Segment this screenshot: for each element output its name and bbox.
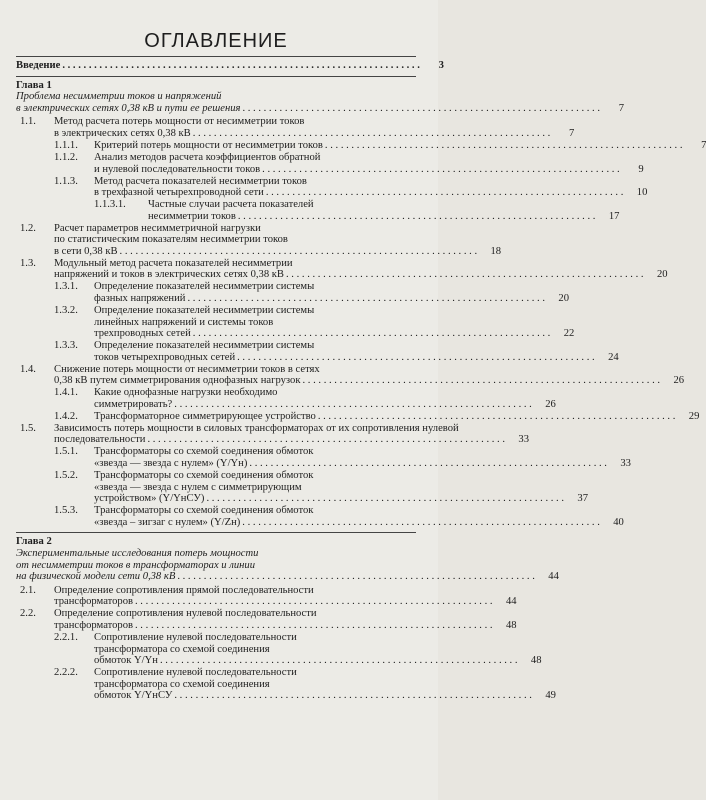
entry-page: 26 xyxy=(673,375,685,387)
chapter-2-page: 44 xyxy=(548,571,559,583)
entry-number: 1.3.1. xyxy=(54,281,78,293)
chapter-2-subtitle-line: на физической модели сети 0,38 кВ xyxy=(16,571,176,583)
entry-text-line: Снижение потерь мощности от несимметрии токов в сетях xyxy=(54,363,320,375)
toc-entry[interactable] xyxy=(16,446,631,470)
entry-text-line: по статистическим показателям несимметрии токов xyxy=(54,234,288,246)
entry-page: 33 xyxy=(620,458,631,470)
toc-entry[interactable] xyxy=(16,363,685,387)
entry-text-line: фазных напряжений xyxy=(94,293,186,305)
chapter-1-subtitle-line: Проблема несимметрии токов и напряжений xyxy=(16,91,222,103)
toc-entry[interactable] xyxy=(16,340,619,363)
entry-text-line: «звезда — звезда с нулем с симметрирующим xyxy=(94,481,302,493)
toc-entry[interactable] xyxy=(16,387,556,410)
entry-text-line: симметрировать? xyxy=(94,398,173,410)
toc-entry[interactable] xyxy=(16,505,624,528)
entry-page: 33 xyxy=(518,434,529,446)
entry-number: 1.4.1. xyxy=(54,387,78,399)
entry-text-line: 0,38 кВ путем симметрирования однофазных нагрузок xyxy=(54,375,301,387)
entry-number: 2.2. xyxy=(20,608,36,620)
toc-intro[interactable] xyxy=(16,60,444,72)
leader-dots xyxy=(193,128,551,140)
entry-number: 1.1. xyxy=(20,116,36,128)
leader-dots xyxy=(135,596,493,608)
entry-number: 1.4.2. xyxy=(54,410,78,422)
toc-entry[interactable] xyxy=(16,281,569,305)
entry-page: 44 xyxy=(505,596,517,608)
intro-label: Введение xyxy=(16,60,61,71)
toc-entry[interactable] xyxy=(16,139,706,152)
leader-dots xyxy=(249,458,607,470)
entry-text-line: Определение показателей несимметрии системы xyxy=(94,340,315,352)
entry-page: 9 xyxy=(638,163,644,175)
intro-page: 3 xyxy=(438,60,444,71)
toc-entry[interactable] xyxy=(16,667,556,702)
entry-text-line: Трансформаторы со схемой соединения обмоток xyxy=(94,505,314,517)
leader-dots xyxy=(193,328,551,340)
toc-entry[interactable] xyxy=(16,410,700,423)
entry-text-line: в трехфазной четырехпроводной сети xyxy=(94,187,264,199)
entry-text-line: Определение показателей несимметрии системы xyxy=(94,305,315,316)
toc-entry[interactable] xyxy=(16,199,620,222)
entry-text-line: Критерий потерь мощности от несимметрии токов xyxy=(94,139,323,151)
entry-page: 7 xyxy=(568,127,575,139)
divider xyxy=(16,76,416,77)
top-divider xyxy=(16,56,416,57)
entry-text-line: Определение показателей несимметрии системы xyxy=(94,281,315,293)
leader-dots xyxy=(238,211,596,223)
entry-text-line: Анализ методов расчета коэффициентов обратной xyxy=(94,151,321,163)
entry-text-line: Сопротивление нулевой последовательности xyxy=(94,631,297,643)
leader-dots xyxy=(174,399,532,411)
entry-text-line: «звезда — звезда с нулем» (Y/Yн) xyxy=(94,458,248,470)
leader-dots xyxy=(286,269,644,281)
toc-entry[interactable] xyxy=(16,470,588,505)
entry-page: 10 xyxy=(636,187,648,199)
entry-page: 22 xyxy=(563,328,575,340)
chapter-2-subtitle-line: от несимметрии токов в трансформаторах и линии xyxy=(16,559,256,571)
entry-text-line: «звезда – зигзаг с нулем» (Y/Zн) xyxy=(94,516,241,528)
entry-text-line: линейных напряжений и системы токов xyxy=(94,316,274,328)
entry-text-line: обмоток Y/YнСУ xyxy=(94,690,173,702)
toc-entry[interactable] xyxy=(16,305,575,340)
entry-text-line: трансформаторов xyxy=(54,596,133,608)
leader-dots xyxy=(242,517,600,529)
toc-entry[interactable] xyxy=(16,116,575,139)
entry-page: 18 xyxy=(490,245,502,257)
toc-entry[interactable] xyxy=(16,222,502,258)
toc-entry[interactable] xyxy=(16,151,644,175)
chapter-2-subtitle-line: Экспериментальные исследования потерь мощности xyxy=(16,548,259,559)
entry-text-line: Трансформаторное симметрирующее устройство xyxy=(94,410,316,422)
entry-page: 49 xyxy=(545,690,556,702)
entry-number: 1.2. xyxy=(20,222,36,234)
entry-number: 1.5.1. xyxy=(54,446,78,458)
entry-page: 17 xyxy=(608,210,620,222)
chapter-2-entries xyxy=(16,584,556,702)
toc-entry[interactable] xyxy=(16,608,517,631)
entry-text-line: обмоток Y/Yн xyxy=(94,655,158,667)
leader-dots xyxy=(262,164,620,176)
entry-number: 1.1.3. xyxy=(54,175,78,187)
toc-entry[interactable] xyxy=(16,257,668,281)
entry-number: 2.2.1. xyxy=(54,631,78,643)
entry-text-line: последовательности xyxy=(54,434,146,446)
toc-entry[interactable] xyxy=(16,175,648,199)
entry-number: 2.1. xyxy=(20,584,36,596)
leader-dots xyxy=(160,655,518,667)
entry-page: 24 xyxy=(608,351,619,363)
entry-page: 48 xyxy=(505,619,517,631)
toc-entry[interactable] xyxy=(16,584,517,608)
chapter-1-title: Глава 1 xyxy=(16,79,52,91)
entry-text-line: Зависимость потерь мощности в силовых трансформаторах от их сопротивления нулевой xyxy=(54,422,459,434)
entry-text-line: Метод расчета потерь мощности от несимметрии токов xyxy=(54,116,305,128)
leader-dots xyxy=(187,293,545,305)
entry-number: 1.5.3. xyxy=(54,505,78,517)
chapter-1-page: 7 xyxy=(618,102,624,114)
entry-number: 1.1.2. xyxy=(54,151,78,163)
page-title: ОГЛАВЛЕНИЕ xyxy=(144,30,288,52)
leader-dots xyxy=(266,187,624,199)
leader-dots xyxy=(303,375,661,387)
leader-dots xyxy=(120,246,478,258)
entry-page: 20 xyxy=(656,269,668,281)
chapter-2-title: Глава 2 xyxy=(16,536,52,548)
divider xyxy=(16,532,416,533)
entry-text-line: Расчет параметров несимметричной нагрузки xyxy=(54,222,261,234)
leader-dots xyxy=(177,571,535,583)
entry-number: 1.3.3. xyxy=(54,340,78,352)
entry-number: 1.5. xyxy=(20,422,36,434)
entry-page: 48 xyxy=(530,655,542,667)
entry-text-line: Какие однофазные нагрузки необходимо xyxy=(94,387,278,399)
leader-dots xyxy=(237,352,595,364)
leader-dots xyxy=(325,140,683,152)
chapter-1-entries xyxy=(16,116,706,528)
entry-text-line: Метод расчета показателей несимметрии токов xyxy=(94,175,307,187)
entry-page: 40 xyxy=(613,516,624,528)
entry-number: 2.2.2. xyxy=(54,667,78,679)
entry-text-line: устройством» (Y/YнСУ) xyxy=(94,493,205,505)
entry-text-line: Определение сопротивления прямой последовательности xyxy=(54,584,314,596)
entry-page: 7 xyxy=(701,139,706,151)
leader-dots xyxy=(206,493,564,505)
entry-text-line: в электрических сетях 0,38 кВ xyxy=(54,127,191,139)
entry-text-line: трансформаторов xyxy=(54,619,133,631)
toc-entry[interactable] xyxy=(16,422,529,446)
leader-dots xyxy=(174,690,532,702)
entry-text-line: Определение сопротивления нулевой последовательности xyxy=(54,608,317,620)
entry-text-line: токов четырехпроводных сетей xyxy=(94,351,236,363)
leader-dots xyxy=(62,60,420,72)
entry-number: 1.1.1. xyxy=(54,139,78,151)
entry-number: 1.4. xyxy=(20,363,36,375)
entry-page: 26 xyxy=(545,398,556,410)
entry-page: 37 xyxy=(577,493,588,505)
chapter-2[interactable] xyxy=(16,536,559,583)
entry-text-line: напряжений и токов в электрических сетях 0,38 кВ xyxy=(54,269,284,281)
entry-text-line: Частные случаи расчета показателей xyxy=(148,199,314,211)
entry-text-line: Трансформаторы со схемой соединения обмоток xyxy=(94,470,314,482)
chapter-1-subtitle-line: в электрических сетях 0,38 кВ и пути ее решения xyxy=(16,102,241,114)
entry-text-line: и нулевой последовательности токов xyxy=(94,163,261,175)
entry-text-line: Трансформаторы со схемой соединения обмоток xyxy=(94,446,314,458)
chapter-1[interactable] xyxy=(16,79,624,115)
toc-entry[interactable] xyxy=(16,631,542,667)
leader-dots xyxy=(242,103,600,115)
entry-page: 29 xyxy=(688,410,700,422)
entry-text-line: трехпроводных сетей xyxy=(94,328,191,340)
leader-dots xyxy=(318,411,676,423)
entry-number: 1.3.2. xyxy=(54,305,78,316)
entry-text-line: Сопротивление нулевой последовательности xyxy=(94,667,297,679)
entry-text-line: в сети 0,38 кВ xyxy=(54,245,118,257)
entry-number: 1.3. xyxy=(20,257,36,269)
entry-number: 1.5.2. xyxy=(54,470,78,482)
leader-dots xyxy=(135,620,493,632)
entry-text-line: трансформатора со схемой соединения xyxy=(94,643,270,655)
entry-number: 1.1.3.1. xyxy=(94,199,126,211)
leader-dots xyxy=(147,434,505,446)
entry-page: 20 xyxy=(558,293,569,305)
entry-text-line: несимметрии токов xyxy=(148,210,236,222)
entry-text-line: Модульный метод расчета показателей несимметрии xyxy=(54,257,293,269)
entry-text-line: трансформатора со схемой соединения xyxy=(94,678,270,690)
